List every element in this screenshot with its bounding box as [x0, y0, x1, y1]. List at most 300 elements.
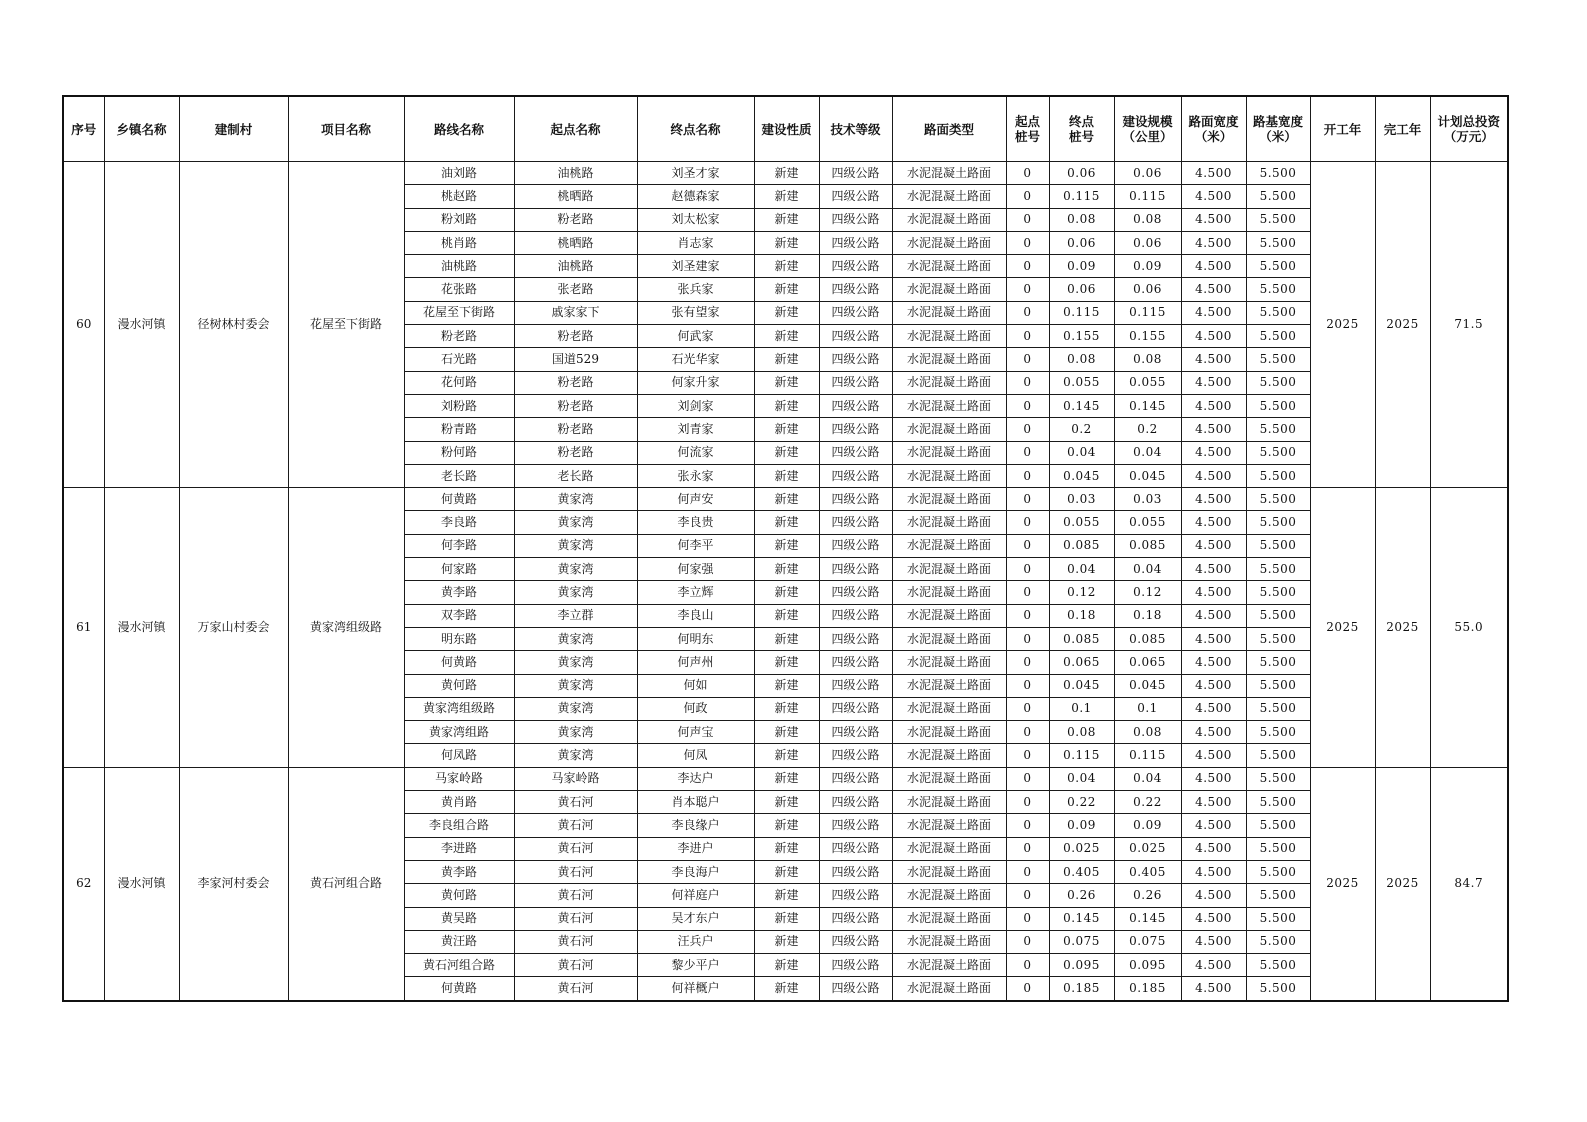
- build-scale: 0.115: [1114, 301, 1181, 324]
- subgrade-width: 5.500: [1246, 278, 1310, 301]
- group-town: 漫水河镇: [104, 488, 179, 768]
- route-name: 油桃路: [404, 255, 514, 278]
- pavement-width: 4.500: [1181, 930, 1246, 953]
- group-start-year: 2025: [1310, 488, 1375, 768]
- tech-grade: 四级公路: [819, 511, 892, 534]
- surface-type: 水泥混凝土路面: [892, 534, 1006, 557]
- end-name: 刘青家: [637, 418, 754, 441]
- subgrade-width: 5.500: [1246, 814, 1310, 837]
- road-project-table: [62, 95, 1509, 1002]
- header-row: [63, 96, 1508, 162]
- end-name: 李良山: [637, 604, 754, 627]
- subgrade-width: 5.500: [1246, 464, 1310, 487]
- route-name: 黄肖路: [404, 791, 514, 814]
- end-stake: 0.04: [1049, 767, 1114, 790]
- start-stake: 0: [1006, 255, 1049, 278]
- tech-grade: 四级公路: [819, 651, 892, 674]
- construction-nature: 新建: [754, 697, 819, 720]
- surface-type: 水泥混凝土路面: [892, 464, 1006, 487]
- group-end-year: 2025: [1375, 767, 1430, 1000]
- subgrade-width: 5.500: [1246, 674, 1310, 697]
- tech-grade: 四级公路: [819, 348, 892, 371]
- group-village: 李家河村委会: [179, 767, 288, 1000]
- end-stake: 0.08: [1049, 208, 1114, 231]
- start-name: 桃晒路: [514, 185, 637, 208]
- group-project: 花屋至下街路: [288, 162, 404, 488]
- build-scale: 0.095: [1114, 954, 1181, 977]
- start-name: 黄家湾: [514, 627, 637, 650]
- build-scale: 0.22: [1114, 791, 1181, 814]
- start-stake: 0: [1006, 534, 1049, 557]
- construction-nature: 新建: [754, 907, 819, 930]
- construction-nature: 新建: [754, 278, 819, 301]
- surface-type: 水泥混凝土路面: [892, 767, 1006, 790]
- route-name: 刘粉路: [404, 394, 514, 417]
- construction-nature: 新建: [754, 371, 819, 394]
- start-stake: 0: [1006, 301, 1049, 324]
- pavement-width: 4.500: [1181, 558, 1246, 581]
- start-stake: 0: [1006, 907, 1049, 930]
- surface-type: 水泥混凝土路面: [892, 208, 1006, 231]
- start-name: 黄石河: [514, 954, 637, 977]
- build-scale: 0.08: [1114, 721, 1181, 744]
- start-stake: 0: [1006, 394, 1049, 417]
- route-name: 黄家湾组级路: [404, 697, 514, 720]
- tech-grade: 四级公路: [819, 558, 892, 581]
- route-name: 何李路: [404, 534, 514, 557]
- start-name: 李立群: [514, 604, 637, 627]
- tech-grade: 四级公路: [819, 464, 892, 487]
- build-scale: 0.06: [1114, 231, 1181, 254]
- end-stake: 0.055: [1049, 511, 1114, 534]
- subgrade-width: 5.500: [1246, 930, 1310, 953]
- end-stake: 0.115: [1049, 301, 1114, 324]
- pavement-width: 4.500: [1181, 464, 1246, 487]
- pavement-width: 4.500: [1181, 534, 1246, 557]
- road-project-sheet: [62, 95, 1509, 1002]
- pavement-width: 4.500: [1181, 954, 1246, 977]
- construction-nature: 新建: [754, 767, 819, 790]
- pavement-width: 4.500: [1181, 604, 1246, 627]
- surface-type: 水泥混凝土路面: [892, 348, 1006, 371]
- tech-grade: 四级公路: [819, 977, 892, 1001]
- pavement-width: 4.500: [1181, 581, 1246, 604]
- construction-nature: 新建: [754, 977, 819, 1001]
- construction-nature: 新建: [754, 464, 819, 487]
- build-scale: 0.405: [1114, 860, 1181, 883]
- pavement-width: 4.500: [1181, 371, 1246, 394]
- build-scale: 0.12: [1114, 581, 1181, 604]
- build-scale: 0.145: [1114, 907, 1181, 930]
- end-stake: 0.03: [1049, 488, 1114, 511]
- start-stake: 0: [1006, 464, 1049, 487]
- surface-type: 水泥混凝土路面: [892, 418, 1006, 441]
- construction-nature: 新建: [754, 418, 819, 441]
- end-name: 何如: [637, 674, 754, 697]
- start-stake: 0: [1006, 860, 1049, 883]
- construction-nature: 新建: [754, 791, 819, 814]
- header-start-year: 开工年: [1310, 96, 1375, 162]
- table-row: [63, 767, 1508, 790]
- end-name: 李立辉: [637, 581, 754, 604]
- start-stake: 0: [1006, 231, 1049, 254]
- surface-type: 水泥混凝土路面: [892, 371, 1006, 394]
- construction-nature: 新建: [754, 837, 819, 860]
- surface-type: 水泥混凝土路面: [892, 837, 1006, 860]
- table-row: [63, 162, 1508, 185]
- construction-nature: 新建: [754, 162, 819, 185]
- start-stake: 0: [1006, 441, 1049, 464]
- pavement-width: 4.500: [1181, 651, 1246, 674]
- route-name: 何黄路: [404, 977, 514, 1001]
- build-scale: 0.025: [1114, 837, 1181, 860]
- start-name: 老长路: [514, 464, 637, 487]
- pavement-width: 4.500: [1181, 208, 1246, 231]
- start-stake: 0: [1006, 371, 1049, 394]
- start-stake: 0: [1006, 930, 1049, 953]
- build-scale: 0.1: [1114, 697, 1181, 720]
- subgrade-width: 5.500: [1246, 954, 1310, 977]
- header-scale: 建设规模 （公里）: [1114, 96, 1181, 162]
- route-name: 李进路: [404, 837, 514, 860]
- subgrade-width: 5.500: [1246, 418, 1310, 441]
- surface-type: 水泥混凝土路面: [892, 791, 1006, 814]
- route-name: 何凤路: [404, 744, 514, 767]
- surface-type: 水泥混凝土路面: [892, 744, 1006, 767]
- surface-type: 水泥混凝土路面: [892, 721, 1006, 744]
- pavement-width: 4.500: [1181, 418, 1246, 441]
- start-name: 油桃路: [514, 255, 637, 278]
- table-row: [63, 488, 1508, 511]
- end-stake: 0.055: [1049, 371, 1114, 394]
- build-scale: 0.085: [1114, 534, 1181, 557]
- start-name: 张老路: [514, 278, 637, 301]
- start-name: 粉老路: [514, 441, 637, 464]
- pavement-width: 4.500: [1181, 721, 1246, 744]
- start-name: 黄石河: [514, 860, 637, 883]
- start-name: 黄家湾: [514, 674, 637, 697]
- end-name: 刘剑家: [637, 394, 754, 417]
- surface-type: 水泥混凝土路面: [892, 884, 1006, 907]
- header-start: 起点名称: [514, 96, 637, 162]
- construction-nature: 新建: [754, 208, 819, 231]
- start-stake: 0: [1006, 278, 1049, 301]
- surface-type: 水泥混凝土路面: [892, 511, 1006, 534]
- build-scale: 0.04: [1114, 767, 1181, 790]
- end-stake: 0.075: [1049, 930, 1114, 953]
- group-village: 径树林村委会: [179, 162, 288, 488]
- tech-grade: 四级公路: [819, 371, 892, 394]
- route-name: 何家路: [404, 558, 514, 581]
- pavement-width: 4.500: [1181, 907, 1246, 930]
- end-stake: 0.185: [1049, 977, 1114, 1001]
- pavement-width: 4.500: [1181, 278, 1246, 301]
- pavement-width: 4.500: [1181, 488, 1246, 511]
- start-name: 黄石河: [514, 930, 637, 953]
- route-name: 花张路: [404, 278, 514, 301]
- tech-grade: 四级公路: [819, 441, 892, 464]
- start-stake: 0: [1006, 208, 1049, 231]
- pavement-width: 4.500: [1181, 162, 1246, 185]
- build-scale: 0.04: [1114, 558, 1181, 581]
- end-stake: 0.04: [1049, 441, 1114, 464]
- start-name: 黄家湾: [514, 558, 637, 581]
- end-name: 何祥庭户: [637, 884, 754, 907]
- pavement-width: 4.500: [1181, 884, 1246, 907]
- end-name: 石光华家: [637, 348, 754, 371]
- start-stake: 0: [1006, 185, 1049, 208]
- start-name: 黄石河: [514, 977, 637, 1001]
- end-stake: 0.1: [1049, 697, 1114, 720]
- subgrade-width: 5.500: [1246, 255, 1310, 278]
- end-stake: 0.18: [1049, 604, 1114, 627]
- end-stake: 0.065: [1049, 651, 1114, 674]
- surface-type: 水泥混凝土路面: [892, 977, 1006, 1001]
- header-town: 乡镇名称: [104, 96, 179, 162]
- route-name: 桃赵路: [404, 185, 514, 208]
- tech-grade: 四级公路: [819, 208, 892, 231]
- surface-type: 水泥混凝土路面: [892, 488, 1006, 511]
- end-name: 何家强: [637, 558, 754, 581]
- surface-type: 水泥混凝土路面: [892, 674, 1006, 697]
- tech-grade: 四级公路: [819, 488, 892, 511]
- pavement-width: 4.500: [1181, 697, 1246, 720]
- header-end: 终点名称: [637, 96, 754, 162]
- tech-grade: 四级公路: [819, 185, 892, 208]
- pavement-width: 4.500: [1181, 627, 1246, 650]
- end-stake: 0.115: [1049, 185, 1114, 208]
- end-stake: 0.115: [1049, 744, 1114, 767]
- construction-nature: 新建: [754, 185, 819, 208]
- end-name: 何武家: [637, 325, 754, 348]
- group-end-year: 2025: [1375, 162, 1430, 488]
- start-stake: 0: [1006, 162, 1049, 185]
- tech-grade: 四级公路: [819, 418, 892, 441]
- surface-type: 水泥混凝土路面: [892, 651, 1006, 674]
- tech-grade: 四级公路: [819, 255, 892, 278]
- pavement-width: 4.500: [1181, 744, 1246, 767]
- tech-grade: 四级公路: [819, 674, 892, 697]
- end-stake: 0.145: [1049, 394, 1114, 417]
- end-name: 何声州: [637, 651, 754, 674]
- start-name: 黄石河: [514, 814, 637, 837]
- end-stake: 0.08: [1049, 721, 1114, 744]
- start-stake: 0: [1006, 558, 1049, 581]
- start-name: 黄家湾: [514, 721, 637, 744]
- construction-nature: 新建: [754, 301, 819, 324]
- header-route: 路线名称: [404, 96, 514, 162]
- start-stake: 0: [1006, 884, 1049, 907]
- subgrade-width: 5.500: [1246, 721, 1310, 744]
- surface-type: 水泥混凝土路面: [892, 558, 1006, 581]
- construction-nature: 新建: [754, 325, 819, 348]
- surface-type: 水泥混凝土路面: [892, 697, 1006, 720]
- pavement-width: 4.500: [1181, 791, 1246, 814]
- start-stake: 0: [1006, 651, 1049, 674]
- end-name: 刘圣建家: [637, 255, 754, 278]
- end-name: 李良贵: [637, 511, 754, 534]
- construction-nature: 新建: [754, 604, 819, 627]
- start-stake: 0: [1006, 418, 1049, 441]
- end-stake: 0.025: [1049, 837, 1114, 860]
- route-name: 马家岭路: [404, 767, 514, 790]
- subgrade-width: 5.500: [1246, 558, 1310, 581]
- route-name: 粉青路: [404, 418, 514, 441]
- end-name: 李达户: [637, 767, 754, 790]
- route-name: 黄吴路: [404, 907, 514, 930]
- route-name: 粉何路: [404, 441, 514, 464]
- surface-type: 水泥混凝土路面: [892, 907, 1006, 930]
- subgrade-width: 5.500: [1246, 627, 1310, 650]
- start-stake: 0: [1006, 721, 1049, 744]
- tech-grade: 四级公路: [819, 534, 892, 557]
- header-end-stake: 终点 桩号: [1049, 96, 1114, 162]
- group-investment: 84.7: [1430, 767, 1508, 1000]
- end-stake: 0.09: [1049, 255, 1114, 278]
- end-stake: 0.04: [1049, 558, 1114, 581]
- subgrade-width: 5.500: [1246, 604, 1310, 627]
- header-investment: 计划总投资 （万元）: [1430, 96, 1508, 162]
- surface-type: 水泥混凝土路面: [892, 162, 1006, 185]
- construction-nature: 新建: [754, 394, 819, 417]
- subgrade-width: 5.500: [1246, 767, 1310, 790]
- construction-nature: 新建: [754, 231, 819, 254]
- route-name: 何黄路: [404, 488, 514, 511]
- route-name: 黄石河组合路: [404, 954, 514, 977]
- route-name: 李良路: [404, 511, 514, 534]
- start-name: 黄家湾: [514, 744, 637, 767]
- build-scale: 0.115: [1114, 185, 1181, 208]
- start-name: 马家岭路: [514, 767, 637, 790]
- route-name: 明东路: [404, 627, 514, 650]
- end-name: 吴才东户: [637, 907, 754, 930]
- end-name: 何祥概户: [637, 977, 754, 1001]
- end-name: 刘太松家: [637, 208, 754, 231]
- subgrade-width: 5.500: [1246, 488, 1310, 511]
- pavement-width: 4.500: [1181, 231, 1246, 254]
- subgrade-width: 5.500: [1246, 534, 1310, 557]
- header-grade: 技术等级: [819, 96, 892, 162]
- end-stake: 0.405: [1049, 860, 1114, 883]
- start-stake: 0: [1006, 954, 1049, 977]
- start-name: 黄石河: [514, 907, 637, 930]
- route-name: 花何路: [404, 371, 514, 394]
- start-stake: 0: [1006, 627, 1049, 650]
- end-name: 何明东: [637, 627, 754, 650]
- start-stake: 0: [1006, 767, 1049, 790]
- tech-grade: 四级公路: [819, 581, 892, 604]
- subgrade-width: 5.500: [1246, 697, 1310, 720]
- construction-nature: 新建: [754, 488, 819, 511]
- start-name: 粉老路: [514, 325, 637, 348]
- end-stake: 0.22: [1049, 791, 1114, 814]
- construction-nature: 新建: [754, 930, 819, 953]
- route-name: 粉刘路: [404, 208, 514, 231]
- start-name: 粉老路: [514, 418, 637, 441]
- construction-nature: 新建: [754, 255, 819, 278]
- end-name: 何声宝: [637, 721, 754, 744]
- build-scale: 0.18: [1114, 604, 1181, 627]
- build-scale: 0.03: [1114, 488, 1181, 511]
- route-name: 花屋至下街路: [404, 301, 514, 324]
- start-stake: 0: [1006, 325, 1049, 348]
- start-name: 黄石河: [514, 791, 637, 814]
- start-name: 油桃路: [514, 162, 637, 185]
- end-stake: 0.06: [1049, 278, 1114, 301]
- table-header: [63, 96, 1508, 162]
- start-stake: 0: [1006, 511, 1049, 534]
- build-scale: 0.26: [1114, 884, 1181, 907]
- build-scale: 0.08: [1114, 208, 1181, 231]
- end-name: 张永家: [637, 464, 754, 487]
- group-end-year: 2025: [1375, 488, 1430, 768]
- tech-grade: 四级公路: [819, 301, 892, 324]
- end-name: 李良缘户: [637, 814, 754, 837]
- tech-grade: 四级公路: [819, 394, 892, 417]
- tech-grade: 四级公路: [819, 860, 892, 883]
- group-start-year: 2025: [1310, 162, 1375, 488]
- pavement-width: 4.500: [1181, 837, 1246, 860]
- build-scale: 0.055: [1114, 371, 1181, 394]
- start-name: 黄家湾: [514, 488, 637, 511]
- group-town: 漫水河镇: [104, 767, 179, 1000]
- group-start-year: 2025: [1310, 767, 1375, 1000]
- tech-grade: 四级公路: [819, 278, 892, 301]
- tech-grade: 四级公路: [819, 744, 892, 767]
- start-name: 黄家湾: [514, 581, 637, 604]
- tech-grade: 四级公路: [819, 325, 892, 348]
- start-name: 黄家湾: [514, 534, 637, 557]
- route-name: 黄何路: [404, 674, 514, 697]
- route-name: 粉老路: [404, 325, 514, 348]
- start-stake: 0: [1006, 488, 1049, 511]
- end-name: 刘圣才家: [637, 162, 754, 185]
- pavement-width: 4.500: [1181, 977, 1246, 1001]
- construction-nature: 新建: [754, 954, 819, 977]
- header-seq: 序号: [63, 96, 104, 162]
- surface-type: 水泥混凝土路面: [892, 394, 1006, 417]
- end-name: 张有望家: [637, 301, 754, 324]
- tech-grade: 四级公路: [819, 954, 892, 977]
- start-name: 黄石河: [514, 884, 637, 907]
- end-stake: 0.155: [1049, 325, 1114, 348]
- route-name: 何黄路: [404, 651, 514, 674]
- end-name: 何李平: [637, 534, 754, 557]
- tech-grade: 四级公路: [819, 837, 892, 860]
- build-scale: 0.045: [1114, 674, 1181, 697]
- build-scale: 0.075: [1114, 930, 1181, 953]
- group-town: 漫水河镇: [104, 162, 179, 488]
- tech-grade: 四级公路: [819, 162, 892, 185]
- subgrade-width: 5.500: [1246, 301, 1310, 324]
- group-seq: 62: [63, 767, 104, 1000]
- start-name: 桃晒路: [514, 231, 637, 254]
- end-name: 何凤: [637, 744, 754, 767]
- end-stake: 0.12: [1049, 581, 1114, 604]
- subgrade-width: 5.500: [1246, 744, 1310, 767]
- subgrade-width: 5.500: [1246, 860, 1310, 883]
- build-scale: 0.2: [1114, 418, 1181, 441]
- header-pave-width: 路面宽度 （米）: [1181, 96, 1246, 162]
- start-name: 粉老路: [514, 371, 637, 394]
- tech-grade: 四级公路: [819, 231, 892, 254]
- end-stake: 0.095: [1049, 954, 1114, 977]
- header-start-stake: 起点 桩号: [1006, 96, 1049, 162]
- construction-nature: 新建: [754, 441, 819, 464]
- tech-grade: 四级公路: [819, 697, 892, 720]
- surface-type: 水泥混凝土路面: [892, 581, 1006, 604]
- header-village: 建制村: [179, 96, 288, 162]
